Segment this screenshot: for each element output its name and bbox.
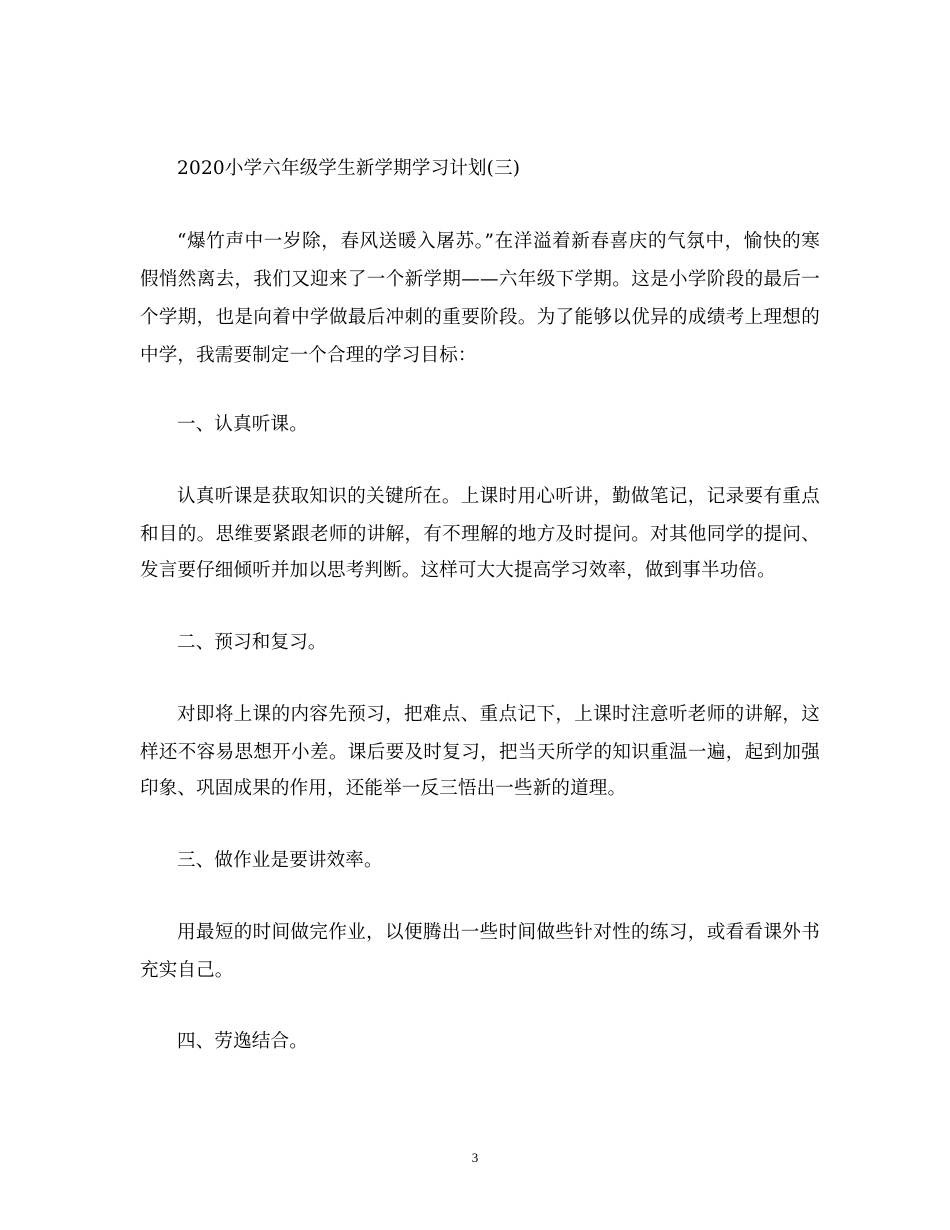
section-heading-3: 三、做作业是要讲效率。 — [177, 850, 383, 871]
section-2-line-2: 样还不容易思想开小差。课后要及时复习，把当天所学的知识重温一遍，起到加强 — [140, 742, 820, 763]
section-heading-2: 二、预习和复习。 — [177, 632, 327, 653]
section-3-line-2: 充实自己。 — [140, 960, 234, 981]
section-2-line-1: 对即将上课的内容先预习，把难点、重点记下，上课时注意听老师的讲解，这 — [177, 704, 820, 725]
page-number: 3 — [471, 1150, 479, 1165]
section-heading-1: 一、认真听课。 — [177, 414, 308, 435]
intro-line-2: 假悄然离去，我们又迎来了一个新学期——六年级下学期。这是小学阶段的最后一 — [140, 269, 820, 290]
section-1-line-3: 发言要仔细倾听并加以思考判断。这样可大大提高学习效率，做到事半功倍。 — [140, 560, 776, 581]
intro-line-1: “爆竹声中一岁除，春风送暖入屠苏。”在洋溢着新春喜庆的气氛中，愉快的寒 — [177, 231, 820, 252]
section-3-line-1: 用最短的时间做完作业，以便腾出一些时间做些针对性的练习，或看看课外书 — [177, 922, 820, 943]
document-title: 2020小学六年级学生新学期学习计划(三) — [177, 158, 521, 179]
intro-line-4: 中学，我需要制定一个合理的学习目标： — [140, 345, 477, 366]
intro-line-3: 个学期，也是向着中学做最后冲刺的重要阶段。为了能够以优异的成绩考上理想的 — [140, 307, 820, 328]
section-2-line-3: 印象、巩固成果的作用，还能举一反三悟出一些新的道理。 — [140, 778, 627, 799]
section-1-line-1: 认真听课是获取知识的关键所在。上课时用心听讲，勤做笔记，记录要有重点 — [177, 486, 820, 507]
section-1-line-2: 和目的。思维要紧跟老师的讲解，有不理解的地方及时提问。对其他同学的提问、 — [140, 524, 820, 545]
section-heading-4: 四、劳逸结合。 — [177, 1031, 308, 1052]
